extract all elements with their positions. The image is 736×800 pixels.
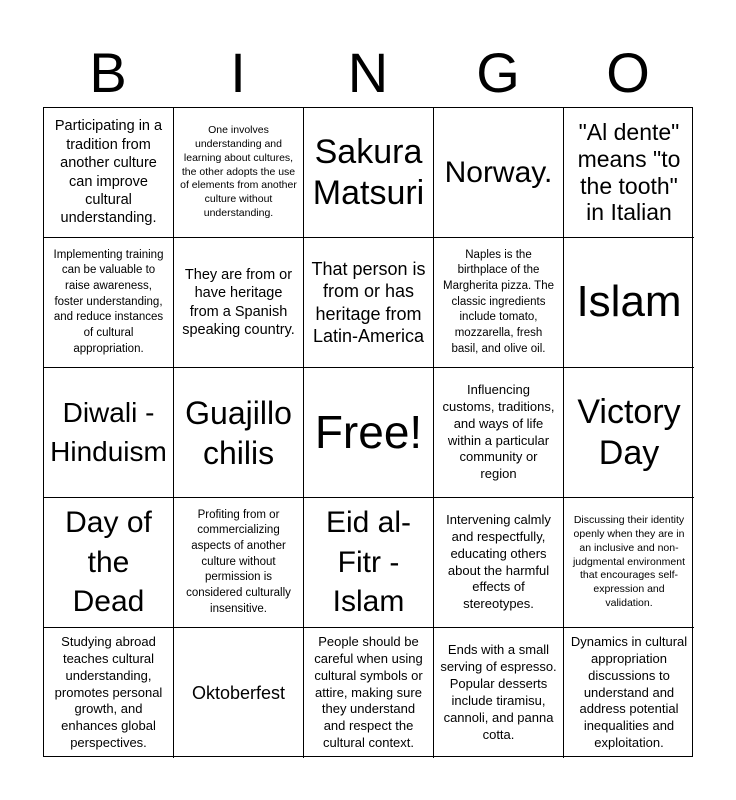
cell-text: They are from or have heritage from a Spanish speaking country.: [182, 266, 295, 338]
bingo-cell[interactable]: [174, 498, 304, 628]
bingo-cell[interactable]: [304, 108, 434, 238]
header-letter-n: N: [347, 41, 389, 104]
cell-text: People should be careful when using cultural symbols or attire, making sure they understand and respect the cultural context.: [314, 633, 423, 751]
bingo-cell[interactable]: [304, 238, 434, 368]
bingo-cell[interactable]: [304, 498, 434, 628]
cell-text: Norway.: [444, 155, 553, 189]
bingo-cell[interactable]: [564, 368, 694, 498]
cell-text: Islam: [576, 277, 682, 327]
cell-text: Oktoberfest: [191, 682, 286, 703]
bingo-cell[interactable]: [434, 108, 564, 238]
bingo-cell[interactable]: [434, 628, 564, 758]
bingo-cell[interactable]: [44, 628, 174, 758]
cell-text: Intervening calmly and respectfully, educating others about the harmful effects of stereotypes.: [446, 511, 551, 612]
bingo-cell[interactable]: [434, 238, 564, 368]
bingo-cell[interactable]: [174, 108, 304, 238]
cell-text: Victory Day: [577, 392, 681, 472]
cell-text: Participating in a tradition from another culture can improve cultural understanding.: [54, 118, 163, 227]
bingo-cell[interactable]: [304, 628, 434, 758]
cell-text: Implementing training can be valuable to raise awareness, foster understanding, and reduce instances of cultural appropriation.: [53, 248, 164, 355]
bingo-cell[interactable]: [564, 238, 694, 368]
cell-text: Guajillo chilis: [185, 394, 292, 471]
cell-text: That person is from or has heritage from Latin-America: [311, 258, 426, 346]
bingo-cell[interactable]: [564, 108, 694, 238]
cell-text: Free!: [314, 406, 423, 459]
cell-text: Sakura Matsuri: [312, 132, 425, 212]
cell-text: Discussing their identity openly when they are in an inclusive and non-judgmental environment that encourages self-expression and validation.: [572, 513, 686, 610]
bingo-cell[interactable]: [434, 368, 564, 498]
cell-text: Diwali - Hinduism: [50, 396, 167, 467]
cell-text: Naples is the birthplace of the Margherita pizza. The classic ingredients include tomato, mozzarella, fresh basil, and olive oil.: [442, 248, 554, 355]
cell-text: Influencing customs, traditions, and ways of life within a particular community or region: [442, 381, 555, 482]
bingo-cell[interactable]: [174, 238, 304, 368]
cell-text: Day of the Dead: [65, 505, 152, 619]
free-space[interactable]: [304, 368, 434, 498]
cell-text: "Al dente" means "to the tooth" in Italian: [577, 118, 681, 226]
header-letter-g: G: [476, 41, 520, 104]
bingo-cell[interactable]: [564, 628, 694, 758]
bingo-cell[interactable]: [44, 108, 174, 238]
cell-text: Studying abroad teaches cultural understanding, promotes personal growth, and enhances global perspectives.: [54, 633, 163, 751]
bingo-cell[interactable]: [174, 628, 304, 758]
bingo-cell[interactable]: [44, 368, 174, 498]
cell-text: Profiting from or commercializing aspects of another culture without permission is considered culturally insensitive.: [186, 508, 291, 615]
bingo-cell[interactable]: [44, 498, 174, 628]
header-letter-o: O: [606, 41, 650, 104]
cell-text: One involves understanding and learning about cultures, the other adopts the use of elements from another culture without understanding.: [180, 123, 297, 220]
bingo-cell[interactable]: [174, 368, 304, 498]
bingo-cell[interactable]: [434, 498, 564, 628]
bingo-cell[interactable]: [44, 238, 174, 368]
bingo-cell[interactable]: [564, 498, 694, 628]
header-letter-i: I: [230, 41, 246, 104]
cell-text: Dynamics in cultural appropriation discussions to understand and address potential inequalities and exploitation.: [570, 633, 688, 751]
cell-text: Ends with a small serving of espresso. Popular desserts include tiramisu, cannoli, and panna cotta.: [440, 642, 557, 742]
header-letter-b: B: [89, 41, 127, 104]
cell-text: Eid al-Fitr - Islam: [325, 505, 412, 619]
bingo-grid: [43, 107, 693, 757]
bingo-header: [43, 40, 693, 106]
